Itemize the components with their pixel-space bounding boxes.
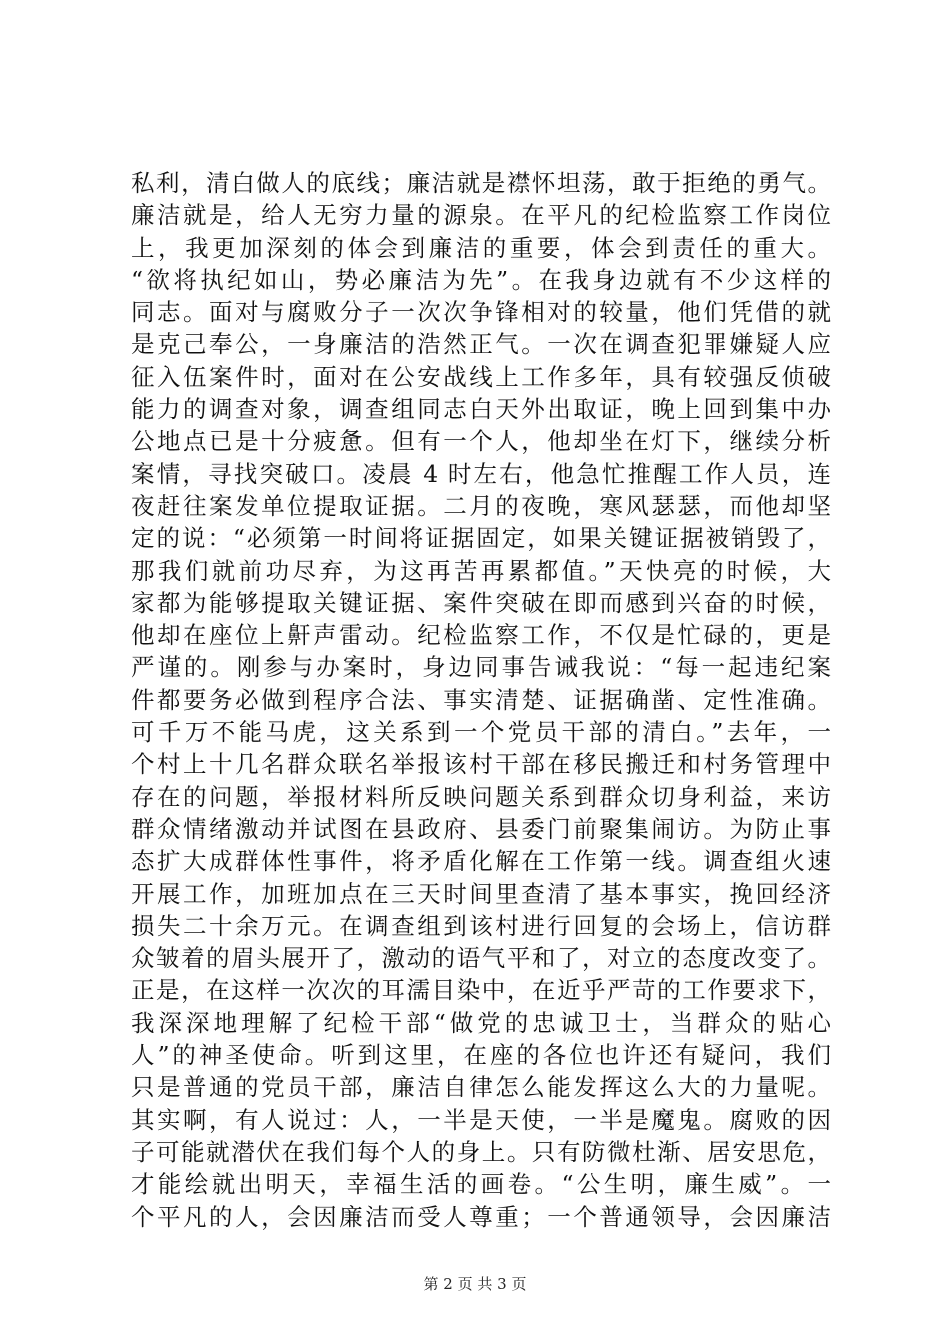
text-line: 私利，清白做人的底线；廉洁就是襟怀坦荡，敢于拒绝的勇气。 [131, 169, 831, 197]
text-line: 廉洁就是，给人无穷力量的源泉。在平凡的纪检监察工作岗位 [131, 201, 831, 230]
text-line: 公地点已是十分疲惫。但有一个人，他却坐在灯下，继续分析 [131, 427, 831, 456]
text-line: 才能绘就出明天，幸福生活的画卷。“公生明，廉生威”。一 [131, 1170, 831, 1199]
text-line: 同志。面对与腐败分子一次次争锋相对的较量，他们凭借的就 [131, 298, 831, 327]
text-line: 众皱着的眉头展开了，激动的语气平和了，对立的态度改变了。 [131, 944, 831, 973]
text-line: 只是普通的党员干部，廉洁自律怎么能发挥这么大的力量呢。 [131, 1073, 831, 1102]
text-line: 个村上十几名群众联名举报该村干部在移民搬迁和村务管理中 [131, 750, 831, 779]
text-line: 其实啊，有人说过：人，一半是天使，一半是魔鬼。腐败的因 [131, 1105, 831, 1134]
text-line: 个平凡的人，会因廉洁而受人尊重；一个普通领导，会因廉洁 [131, 1202, 831, 1231]
text-line: 案情，寻找突破口。凌晨 4 时左右，他急忙推醒工作人员，连 [131, 459, 831, 488]
text-line: 是克己奉公，一身廉洁的浩然正气。一次在调查犯罪嫌疑人应 [131, 330, 831, 359]
text-line: 损失二十余万元。在调查组到该村进行回复的会场上，信访群 [131, 911, 831, 940]
text-line: 夜赶往案发单位提取证据。二月的夜晚，寒风瑟瑟，而他却坚 [131, 491, 831, 520]
text-line: 严谨的。刚参与办案时，身边同事告诫我说：“每一起违纪案 [131, 653, 831, 682]
text-line: 我深深地理解了纪检干部“做党的忠诚卫士，当群众的贴心 [131, 1008, 831, 1037]
text-line: 子可能就潜伏在我们每个人的身上。只有防微杜渐、居安思危， [131, 1137, 831, 1166]
page-footer: 第 2 页 共 3 页 [423, 1275, 527, 1293]
text-line: 家都为能够提取关键证据、案件突破在即而感到兴奋的时候， [131, 588, 831, 617]
text-line: 定的说：“必须第一时间将证据固定，如果关键证据被销毁了， [131, 524, 831, 553]
text-line: 可千万不能马虎，这关系到一个党员干部的清白。”去年，一 [131, 718, 831, 747]
text-line: 态扩大成群体性事件，将矛盾化解在工作第一线。调查组火速 [131, 847, 831, 876]
text-line: 那我们就前功尽弃，为这再苦再累都值。”天快亮的时候，大 [131, 556, 831, 585]
text-line: 存在的问题，举报材料所反映问题关系到群众切身利益，来访 [131, 782, 831, 811]
text-line: 人”的神圣使命。听到这里，在座的各位也许还有疑问，我们 [131, 1041, 831, 1070]
text-line: 件都要务必做到程序合法、事实清楚、证据确凿、定性准确。 [131, 685, 831, 714]
text-line: 征入伍案件时，面对在公安战线上工作多年，具有较强反侦破 [131, 362, 831, 391]
text-line: 群众情绪激动并试图在县政府、县委门前聚集闹访。为防止事 [131, 814, 831, 843]
text-line: “欲将执纪如山，势必廉洁为先”。在我身边就有不少这样的 [131, 265, 831, 294]
text-line: 开展工作，加班加点在三天时间里查清了基本事实，挽回经济 [131, 879, 831, 908]
text-line: 正是，在这样一次次的耳濡目染中，在近乎严苛的工作要求下， [131, 976, 831, 1005]
text-line: 他却在座位上鼾声雷动。纪检监察工作，不仅是忙碌的，更是 [131, 621, 831, 650]
text-line: 上，我更加深刻的体会到廉洁的重要，体会到责任的重大。 [131, 233, 831, 262]
text-line: 能力的调查对象，调查组同志白天外出取证，晚上回到集中办 [131, 395, 831, 424]
body-text [131, 167, 831, 1233]
